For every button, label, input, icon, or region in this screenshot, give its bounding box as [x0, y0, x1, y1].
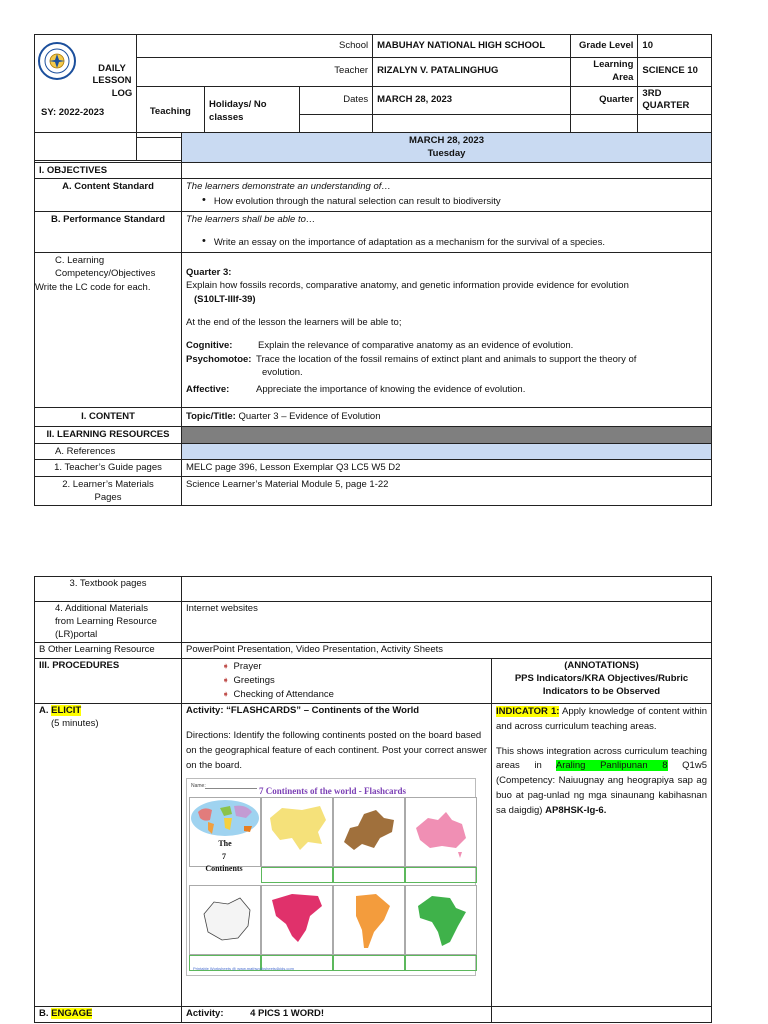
elicit-label: ELICIT [51, 705, 82, 717]
worksheet-name-label: Name: [191, 782, 206, 789]
quarter-label: Quarter [570, 86, 637, 115]
area-value: SCIENCE 10 [638, 58, 712, 87]
card-continents: Continents [205, 864, 243, 874]
holidays-label: Holidays/ No classes [205, 86, 300, 138]
cognitive-text: Explain the relevance of comparative anatomy as an evidence of evolution. [258, 340, 574, 352]
elicit-time: (5 minutes) [51, 718, 99, 730]
flashcard-australia [405, 797, 477, 867]
antarctica-silhouette-icon [190, 886, 260, 954]
learning-resources-band [182, 427, 712, 444]
engage-activity-title: 4 PICS 1 WORD! [250, 1008, 325, 1020]
dates-value: MARCH 28, 2023 [373, 86, 571, 115]
school-value: MABUHAY NATIONAL HIGH SCHOOL [373, 35, 571, 58]
dates-label: Dates [300, 86, 373, 115]
integration-highlight: Araling Panlipunan 8 [555, 760, 668, 772]
doc-title-line1: DAILY LESSON [92, 63, 132, 87]
competency-label-3: Write the LC code for each. [35, 281, 151, 293]
elicit-activity-title: Activity: “FLASHCARDS” – Continents of the World [186, 705, 420, 717]
annotations-sub-1: PPS Indicators/KRA Objectives/Rubric [514, 673, 689, 685]
card-the: The [218, 838, 232, 848]
additional-value: Internet websites [182, 602, 712, 643]
references-label: A. References [35, 444, 182, 460]
learners-materials-value: Science Learner’s Material Module 5, page 1-22 [182, 476, 712, 506]
engage-label: ENGAGE [51, 1008, 93, 1020]
europe-silhouette-icon [334, 798, 404, 866]
additional-label-1: 4. Additional Materials [55, 603, 148, 614]
school-label: School [136, 35, 373, 58]
africa-silhouette-icon [406, 886, 476, 954]
performance-standard-item: Write an essay on the importance of adaptation as a mechanism for the survival of a species. [213, 236, 605, 248]
content-standard-item: How evolution through the natural selection can result to biodiversity [213, 196, 501, 208]
textbook-label: 3. Textbook pages [35, 577, 182, 602]
content-standard-intro: The learners demonstrate an understanding of… [186, 180, 391, 192]
deped-seal-icon [37, 41, 77, 81]
teacher-label: Teacher [136, 58, 373, 87]
bullet-arrow-icon: ➧ [222, 661, 230, 672]
cognitive-label: Cognitive: [186, 340, 233, 352]
end-of-lesson: At the end of the lesson the learners will be able to; [186, 316, 402, 328]
plan-date-header [182, 133, 712, 163]
proc-item: Checking of Attendance [233, 688, 334, 700]
australia-silhouette-icon [406, 798, 476, 866]
flashcard-europe [333, 797, 405, 867]
flashcard-north-america [261, 885, 333, 955]
world-map-icon [190, 798, 260, 838]
integration-text-2: Q1w5 (Competency: Naiuugnay ang heograpiya sap ag buo at pag-unlad ng mga sinaunang kabihasnan sa daigdig) [496, 760, 707, 816]
worksheet-footer: Printable Worksheets @ www.mathworksheets4kids.com [193, 966, 294, 972]
performance-standard-label: B. Performance Standard [35, 212, 182, 253]
area-label: Learning Area [570, 58, 637, 87]
bullet-arrow-icon: ➧ [222, 688, 230, 699]
psychomotor-text-2: evolution. [262, 366, 303, 378]
integration-text-1: This shows integration across curriculum teaching areas in [496, 745, 707, 772]
affective-text: Appreciate the importance of knowing the evidence of evolution. [256, 384, 526, 396]
other-resource-value: PowerPoint Presentation, Video Presentation, Activity Sheets [182, 643, 712, 659]
engage-activity-label: Activity: [186, 1008, 224, 1020]
elicit-directions: Directions: Identify the following continents posted on the board based on the geographical feature of each continent. Post your correct answer on the board. [186, 730, 488, 772]
psychomotor-text: Trace the location of the fossil remains of extinct plant and animals to support the theory of [256, 353, 637, 365]
indicator-label: INDICATOR 1: [496, 706, 560, 718]
objectives-heading: I. OBJECTIVES [35, 162, 182, 178]
additional-label-2: from Learning Resource [55, 615, 157, 627]
other-resource-label: B Other Learning Resource [35, 643, 182, 659]
lc-code: (S10LT-IIIf-39) [194, 293, 256, 305]
performance-standard-intro: The learners shall be able to… [186, 214, 316, 226]
procedures-table [34, 576, 712, 1023]
grade-value: 10 [638, 35, 712, 58]
topic-text: Quarter 3 – Evidence of Evolution [238, 411, 381, 423]
additional-label-3: (LR)portal [55, 628, 98, 640]
north-america-silhouette-icon [262, 886, 332, 954]
flashcards-worksheet [186, 778, 476, 976]
flashcard-asia [261, 797, 333, 867]
worksheet-title: 7 Continents of the world - Flashcards [259, 785, 407, 796]
psychomotor-label: Psychomotoe: [186, 353, 252, 365]
lesson-plan-table: MARCH 28, 2023 Tuesday I. OBJECTIVES A. Content Standard The learners demonstrate an understanding of… • How evolution through the natural selection can result to biodiversity B. Performance Standard The learners shall be able to… • Write an essay on the importance of adaptation as a mechanism for the survival of a species. C. Learning Competency/Objectives Write the LC code for each. Quarter 3: Explain how fossils records, comparative anatomy, and genetic information provide evidence for evolution (S10LT-IIIf-39) At the end of the lesson the learners will be able to; Cognitive: Explain the relevance of comparative anatomy as an evidence of evolution. Psychomotoe: Trace the location of the fossil remains of extinct plant and animals to support the theory of evolution. Affective: Appreciate the importance of knowing the evidence of evolution. I. CONTENT Topic/Title: Quarter 3 – Evidence of Evolution II. LEARNING RESOURCES A. References 1. Teacher’s Guide pages MELC page 396, Lesson Exemplar Q3 LC5 W5 D2 2. Learner’s Materials Pages Science Learner’s Material Module 5, page 1-22 [34, 132, 712, 506]
teaching-label: Teaching [136, 86, 204, 138]
grade-label: Grade Level [570, 35, 637, 58]
flashcard-south-america [333, 885, 405, 955]
content-standard-label: A. Content Standard [35, 178, 182, 212]
indicator-text: Apply knowledge of content within and across curriculum teaching areas. [496, 706, 708, 732]
content-heading: I. CONTENT [35, 408, 182, 427]
plan-day: Tuesday [427, 148, 466, 160]
procedures-heading: III. PROCEDURES [35, 659, 182, 704]
proc-item: Prayer [233, 661, 262, 673]
bullet-arrow-icon: ➧ [222, 675, 230, 686]
teachers-guide-label: 1. Teacher’s Guide pages [35, 460, 182, 476]
proc-item: Greetings [233, 675, 275, 687]
flashcard-antarctica [189, 885, 261, 955]
competency-text: Explain how fossils records, comparative anatomy, and genetic information provide evidence for evolution [186, 280, 629, 292]
topic-label: Topic/Title: [186, 411, 236, 423]
elicit-prefix: A. [39, 705, 49, 717]
competency-label-1: C. Learning [55, 255, 105, 267]
learning-resources-heading: II. LEARNING RESOURCES [35, 427, 182, 444]
engage-prefix: B. [39, 1008, 49, 1020]
flashcard-africa [405, 885, 477, 955]
competency-label-2: Competency/Objectives [55, 268, 156, 280]
annotations-sub-2: Indicators to be Observed [542, 685, 661, 697]
integration-code: AP8HSK-Ig-6. [545, 804, 607, 816]
references-band [182, 444, 712, 460]
quarter-value: 3RD QUARTER [638, 86, 712, 115]
learners-materials-label-2: Pages [94, 491, 122, 503]
south-america-silhouette-icon [334, 886, 404, 954]
doc-title-line2: LOG [111, 87, 133, 99]
asia-silhouette-icon [262, 798, 332, 866]
quarter-heading: Quarter 3: [186, 267, 232, 279]
affective-label: Affective: [186, 384, 230, 396]
school-year: SY: 2022-2023 [41, 107, 105, 118]
annotations-heading: (ANNOTATIONS) [564, 660, 639, 672]
teachers-guide-value: MELC page 396, Lesson Exemplar Q3 LC5 W5 D2 [182, 460, 712, 476]
card-seven: 7 [222, 851, 226, 861]
teacher-value: RIZALYN V. PATALINGHUG [373, 58, 571, 87]
learners-materials-label-1: 2. Learner’s Materials [62, 478, 154, 490]
plan-date: MARCH 28, 2023 [409, 135, 484, 146]
